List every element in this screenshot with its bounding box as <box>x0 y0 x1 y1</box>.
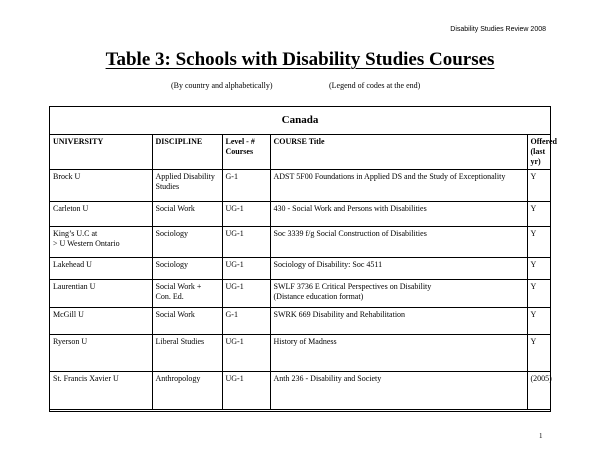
table-row <box>50 202 550 227</box>
cell-course-title: Anth 236 - Disability and Society <box>270 372 527 410</box>
table-row <box>50 170 550 202</box>
cell-discipline: Anthropology <box>152 372 222 410</box>
table-row <box>50 227 550 258</box>
cell-course-title: History of Madness <box>270 335 527 372</box>
cell-university: Carleton U <box>50 202 152 227</box>
document-title <box>0 49 600 71</box>
cell-offered: Y <box>527 308 550 335</box>
cell-level: UG-1 <box>222 280 270 308</box>
cell-course-title: ADST 5F00 Foundations in Applied DS and the Study of Exceptionality <box>270 170 527 202</box>
cell-offered: (2005) <box>527 372 550 410</box>
subtitle-order-note: (By country and alphabetically) <box>171 81 273 90</box>
cell-university: St. Francis Xavier U <box>50 372 152 410</box>
cell-level: UG-1 <box>222 258 270 280</box>
cell-offered: Y <box>527 258 550 280</box>
cell-course-title: SWRK 669 Disability and Rehabilitation <box>270 308 527 335</box>
courses-table-box <box>49 106 558 412</box>
table-header-row <box>50 135 550 170</box>
country-heading: Canada <box>50 107 550 135</box>
cell-offered: Y <box>527 170 550 202</box>
cell-university: McGill U <box>50 308 152 335</box>
subtitle-legend-note: (Legend of codes at the end) <box>329 81 421 90</box>
cell-level: G-1 <box>222 170 270 202</box>
table-row <box>50 335 550 372</box>
col-header-level: Level - # Courses <box>222 135 270 170</box>
cell-offered: Y <box>527 202 550 227</box>
cell-discipline: Social Work + Con. Ed. <box>152 280 222 308</box>
table-row <box>50 308 550 335</box>
cell-offered: Y <box>527 335 550 372</box>
cell-course-title: SWLF 3736 E Critical Perspectives on Disability (Distance education format) <box>270 280 527 308</box>
cell-level: UG-1 <box>222 372 270 410</box>
col-header-course-title: COURSE Title <box>270 135 527 170</box>
cell-course-title: Sociology of Disability: Soc 4511 <box>270 258 527 280</box>
cell-course-title: 430 - Social Work and Persons with Disabilities <box>270 202 527 227</box>
cell-discipline: Social Work <box>152 308 222 335</box>
cell-university: Brock U <box>50 170 152 202</box>
running-header: Disability Studies Review 2008 <box>450 26 546 33</box>
cell-university: Lakehead U <box>50 258 152 280</box>
cell-offered: Y <box>527 280 550 308</box>
document-title-text: Table 3: Schools with Disability Studies Courses <box>105 49 495 70</box>
cell-discipline: Sociology <box>152 227 222 258</box>
cell-level: UG-1 <box>222 335 270 372</box>
cell-level: UG-1 <box>222 227 270 258</box>
cell-offered: Y <box>527 227 550 258</box>
cell-discipline: Liberal Studies <box>152 335 222 372</box>
page-number: 1 <box>539 432 543 440</box>
cell-discipline: Applied Disability Studies <box>152 170 222 202</box>
cell-university: Laurentian U <box>50 280 152 308</box>
table-row <box>50 258 550 280</box>
table-row <box>50 280 550 308</box>
col-header-offered: Offered (last yr) <box>527 135 550 170</box>
cell-university: King’s U.C at > U Western Ontario <box>50 227 152 258</box>
cell-course-title: Soc 3339 f/g Social Construction of Disabilities <box>270 227 527 258</box>
table-row <box>50 372 550 410</box>
col-header-university: UNIVERSITY <box>50 135 152 170</box>
cell-discipline: Sociology <box>152 258 222 280</box>
cell-university: Ryerson U <box>50 335 152 372</box>
cell-discipline: Social Work <box>152 202 222 227</box>
col-header-discipline: DISCIPLINE <box>152 135 222 170</box>
cell-level: G-1 <box>222 308 270 335</box>
courses-table <box>50 135 558 410</box>
table-body <box>50 170 550 410</box>
cell-level: UG-1 <box>222 202 270 227</box>
